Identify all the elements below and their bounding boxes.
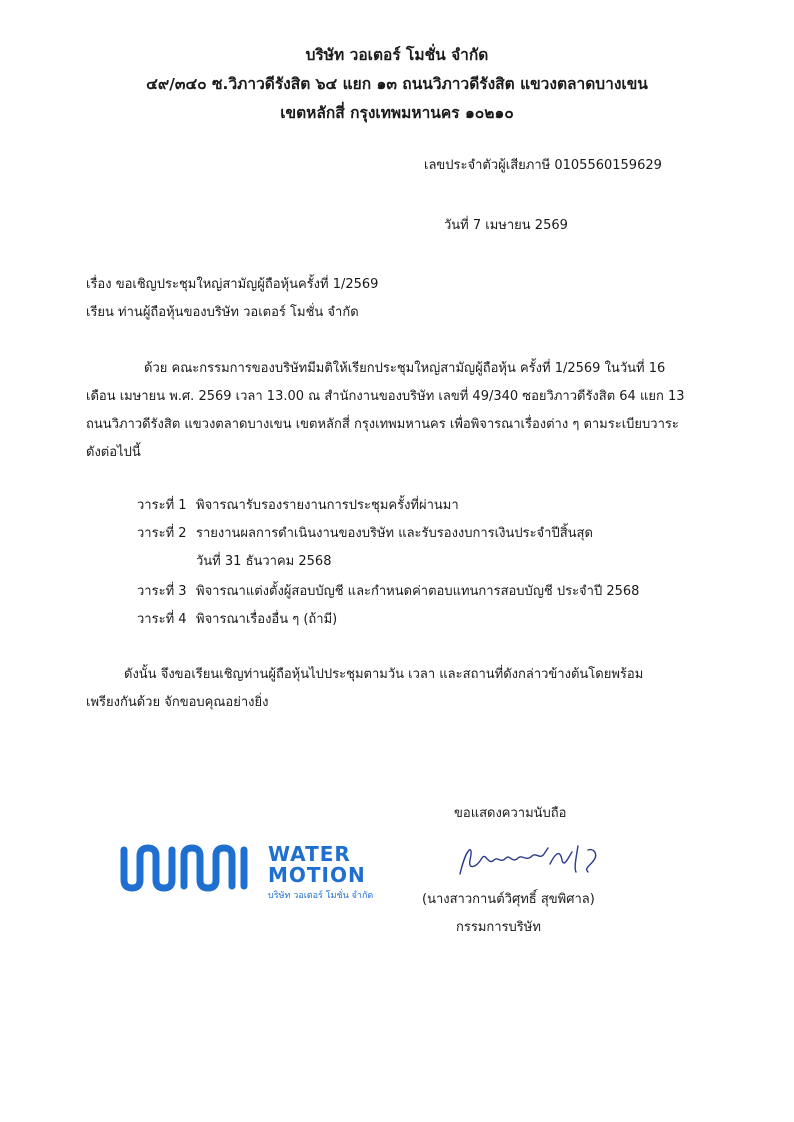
body-line: เดือน เมษายน พ.ศ. 2569 เวลา 13.00 ณ สำนักงานของบริษัท เลขที่ 49/340 ซอยวิภาวดีรังสิต 64 แยก 13 — [86, 389, 685, 404]
signatory-title: กรรมการบริษัท — [456, 920, 541, 935]
body-line: ดังต่อไปนี้ — [86, 445, 141, 460]
agenda-number: วาระที่ 3 — [137, 584, 187, 599]
letter-recipient: เรียน ท่านผู้ถือหุ้นของบริษัท วอเตอร์ โมชั่น จำกัด — [86, 305, 359, 320]
handwritten-signature — [448, 838, 608, 882]
agenda-number: วาระที่ 1 — [137, 498, 187, 513]
logo-company-subtitle: บริษัท วอเตอร์ โมชั่น จำกัด — [268, 891, 374, 901]
letter-date: วันที่ 7 เมษายน 2569 — [444, 218, 568, 233]
agenda-text: พิจารณาแต่งตั้งผู้สอบบัญชี และกำหนดค่าตอบแทนการสอบบัญชี ประจำปี 2568 — [196, 584, 640, 599]
agenda-text: รายงานผลการดำเนินงานของบริษัท และรับรองงบการเงินประจำปีสิ้นสุด — [196, 526, 593, 541]
agenda-text: พิจารณารับรองรายงานการประชุมครั้งที่ผ่านมา — [196, 498, 459, 513]
water-motion-logo-icon — [118, 842, 254, 894]
tax-id: เลขประจำตัวผู้เสียภาษี 0105560159629 — [424, 158, 662, 173]
company-address-line-2: เขตหลักสี่ กรุงเทพมหานคร ๑๐๒๑๐ — [280, 104, 514, 122]
conclusion-line: เพรียงกันด้วย จักขอบคุณอย่างยิ่ง — [86, 695, 269, 710]
company-name: บริษัท วอเตอร์ โมชั่น จำกัด — [305, 46, 489, 64]
agenda-text: พิจารณาเรื่องอื่น ๆ (ถ้ามี) — [196, 612, 338, 627]
agenda-number: วาระที่ 2 — [137, 526, 187, 541]
conclusion-line: ดังนั้น จึงขอเรียนเชิญท่านผู้ถือหุ้นไปประชุมตามวัน เวลา และสถานที่ดังกล่าวข้างต้นโดยพร้อม — [124, 667, 644, 682]
agenda-text-continuation: วันที่ 31 ธันวาคม 2568 — [196, 554, 332, 569]
logo-word-motion: MOTION — [268, 863, 366, 887]
company-logo — [118, 838, 398, 902]
signatory-name: (นางสาวกานต์วิศุทธิ์ สุขพิศาล) — [422, 892, 595, 907]
closing-salutation: ขอแสดงความนับถือ — [454, 806, 567, 821]
body-line: ถนนวิภาวดีรังสิต แขวงตลาดบางเขน เขตหลักสี่ กรุงเทพมหานคร เพื่อพิจารณาเรื่องต่าง ๆ ตามระเบียบวาระ — [86, 417, 679, 432]
logo-word-water: WATER — [268, 842, 351, 866]
company-address-line-1: ๔๙/๓๔๐ ซ.วิภาวดีรังสิต ๖๔ แยก ๑๓ ถนนวิภาวดีรังสิต แขวงตลาดบางเขน — [146, 75, 648, 93]
letter-subject: เรื่อง ขอเชิญประชุมใหญ่สามัญผู้ถือหุ้นครั้งที่ 1/2569 — [86, 277, 379, 292]
agenda-number: วาระที่ 4 — [137, 612, 187, 627]
body-line: ด้วย คณะกรรมการของบริษัทมีมติให้เรียกประชุมใหญ่สามัญผู้ถือหุ้น ครั้งที่ 1/2569 ในวันที่ 16 — [144, 361, 666, 376]
